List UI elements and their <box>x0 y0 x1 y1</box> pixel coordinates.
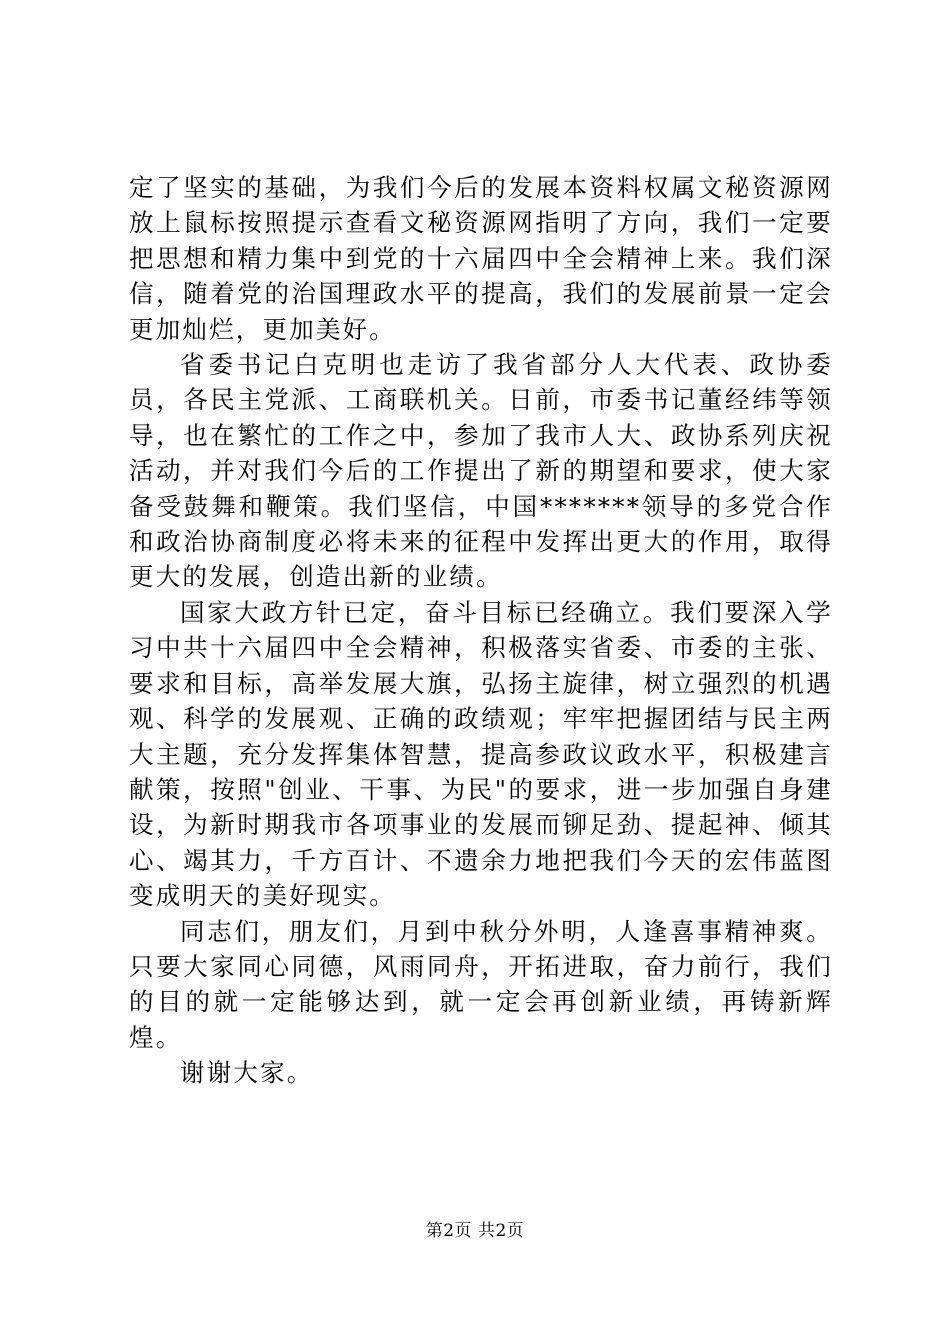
paragraph: 同志们，朋友们，月到中秋分外明，人逢喜事精神爽。只要大家同心同德，风雨同舟，开拓进取，奋力前行，我们的目的就一定能够达到，就一定会再创新业绩，再铸新辉煌。 <box>129 916 833 1052</box>
paragraph-continuation: 定了坚实的基础，为我们今后的发展本资料权属文秘资源网放上鼠标按照提示查看文秘资源网指明了方向，我们一定要把思想和精力集中到党的十六届四中全会精神上来。我们深信，随着党的治国理政水平的提高，我们的发展前景一定会更加灿烂，更加美好。 <box>129 173 833 344</box>
document-body <box>129 170 833 1091</box>
paragraph-closing: 谢谢大家。 <box>180 1058 314 1088</box>
page-footer: 第2页 共2页 <box>425 1221 525 1241</box>
paragraph: 国家大政方针已定，奋斗目标已经确立。我们要深入学习中共十六届四中全会精神，积极落实省委、市委的主张、要求和目标，高举发展大旗，弘扬主旋律，树立强烈的机遇观、科学的发展观、正确的政绩观；牢牢把握团结与民主两大主题，充分发挥集体智慧，提高参政议政水平，积极建言献策，按照"创业、干事、为民"的要求，进一步加强自身建设，为新时期我市各项事业的发展而铆足劲、提起神、倾其心、竭其力，千方百计、不遗余力地把我们今天的宏伟蓝图变成明天的美好现实。 <box>129 597 833 911</box>
paragraph: 省委书记白克明也走访了我省部分人大代表、政协委员，各民主党派、工商联机关。日前，市委书记董经纬等领导，也在繁忙的工作之中，参加了我市人大、政协系列庆祝活动，并对我们今后的工作提出了新的期望和要求，使大家备受鼓舞和鞭策。我们坚信，中国*******领导的多党合作和政治协商制度必将未来的征程中发挥出更大的作用，取得更大的发展，创造出新的业绩。 <box>129 350 833 592</box>
